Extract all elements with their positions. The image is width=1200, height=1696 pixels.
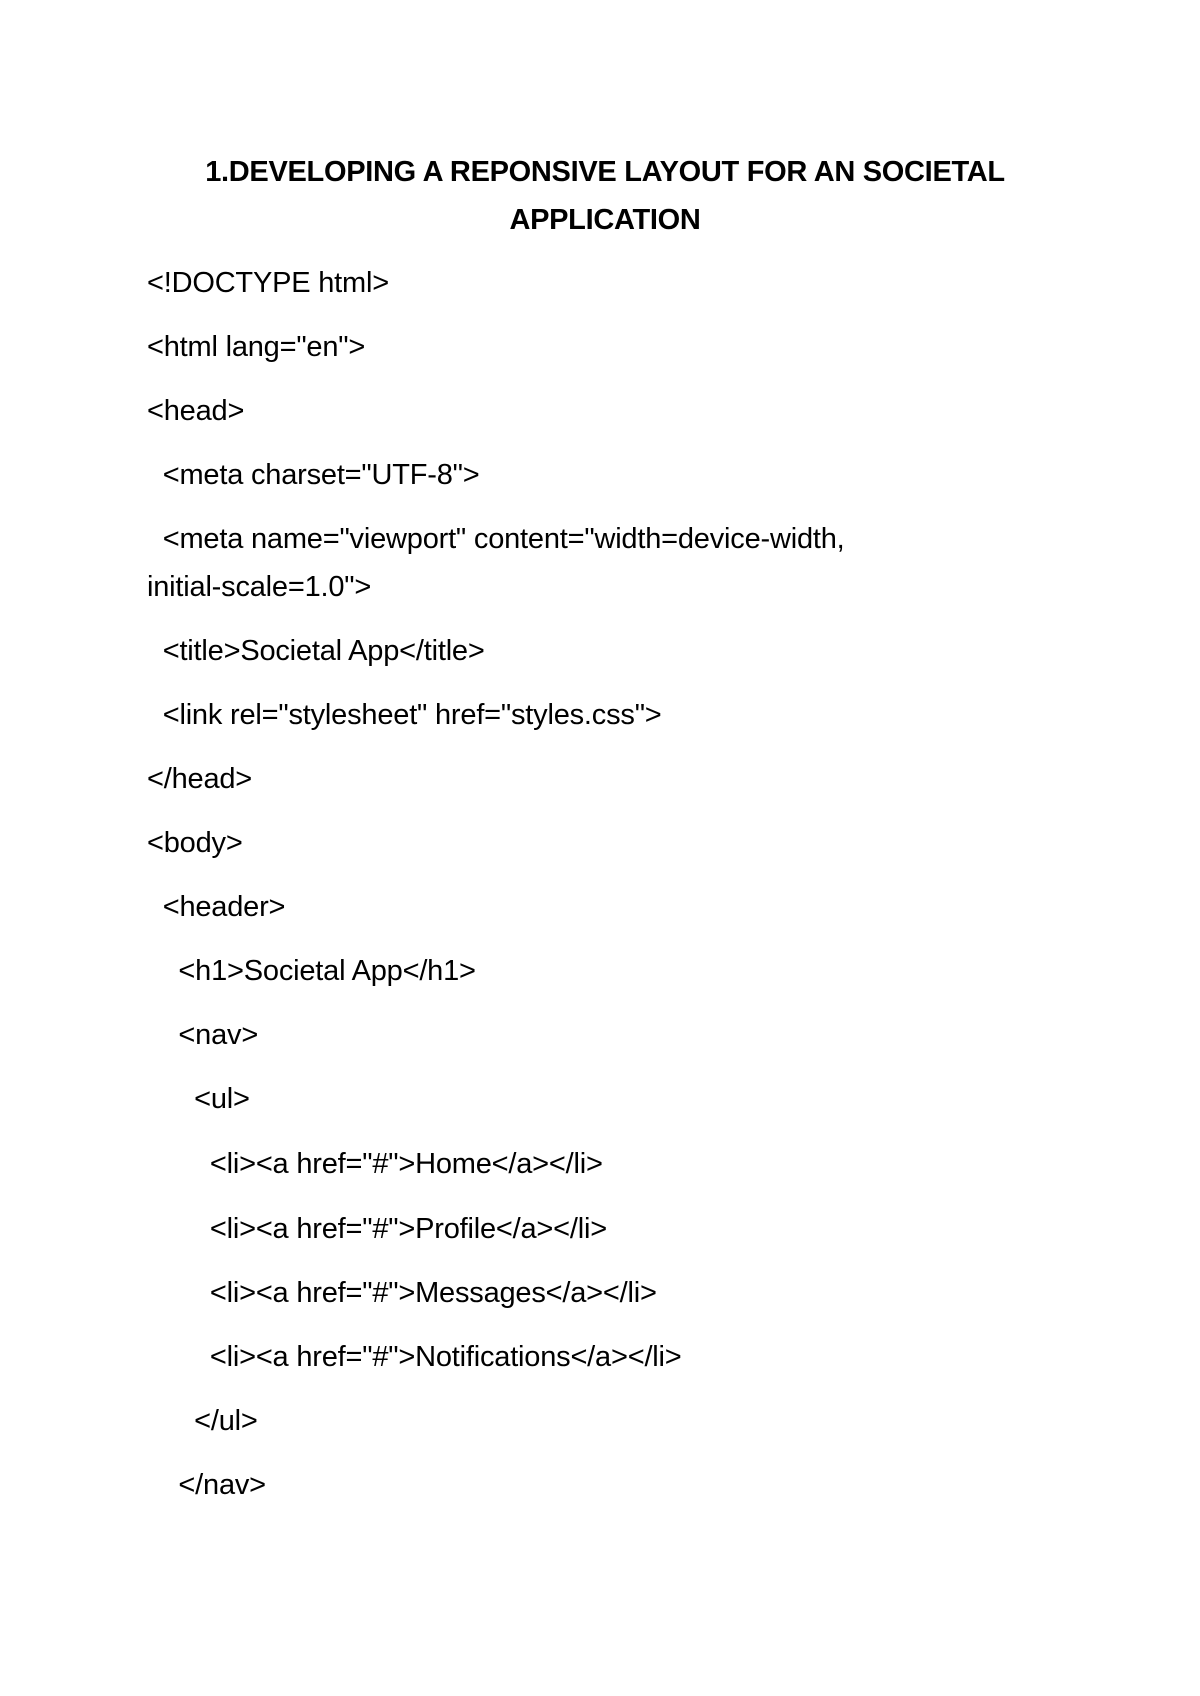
code-line: <ul> (147, 1083, 250, 1115)
code-line: initial-scale=1.0"> (147, 571, 372, 603)
code-line: <meta name="viewport" content="width=device-width, (147, 523, 845, 555)
title-line-2: APPLICATION (509, 204, 701, 236)
code-line: <h1>Societal App</h1> (147, 955, 476, 987)
title-line-1: 1.DEVELOPING A REPONSIVE LAYOUT FOR AN SOCIETAL (205, 156, 1005, 188)
document-title (147, 148, 1063, 244)
code-line: <li><a href="#">Notifications</a></li> (147, 1341, 682, 1373)
code-line: <link rel="stylesheet" href="styles.css"> (147, 699, 662, 731)
code-line: <!DOCTYPE html> (147, 267, 389, 299)
code-line: <nav> (147, 1019, 259, 1051)
code-line: <li><a href="#">Home</a></li> (147, 1148, 603, 1180)
code-line: <body> (147, 827, 243, 859)
code-line: <meta charset="UTF-8"> (147, 459, 480, 491)
code-line: <header> (147, 891, 286, 923)
code-line: <title>Societal App</title> (147, 635, 485, 667)
code-line: <li><a href="#">Profile</a></li> (147, 1213, 607, 1245)
code-line: <li><a href="#">Messages</a></li> (147, 1277, 657, 1309)
code-line: </nav> (147, 1469, 266, 1501)
code-line: <html lang="en"> (147, 331, 366, 363)
code-line: </ul> (147, 1405, 258, 1437)
code-line: <head> (147, 395, 245, 427)
code-line: </head> (147, 763, 253, 795)
